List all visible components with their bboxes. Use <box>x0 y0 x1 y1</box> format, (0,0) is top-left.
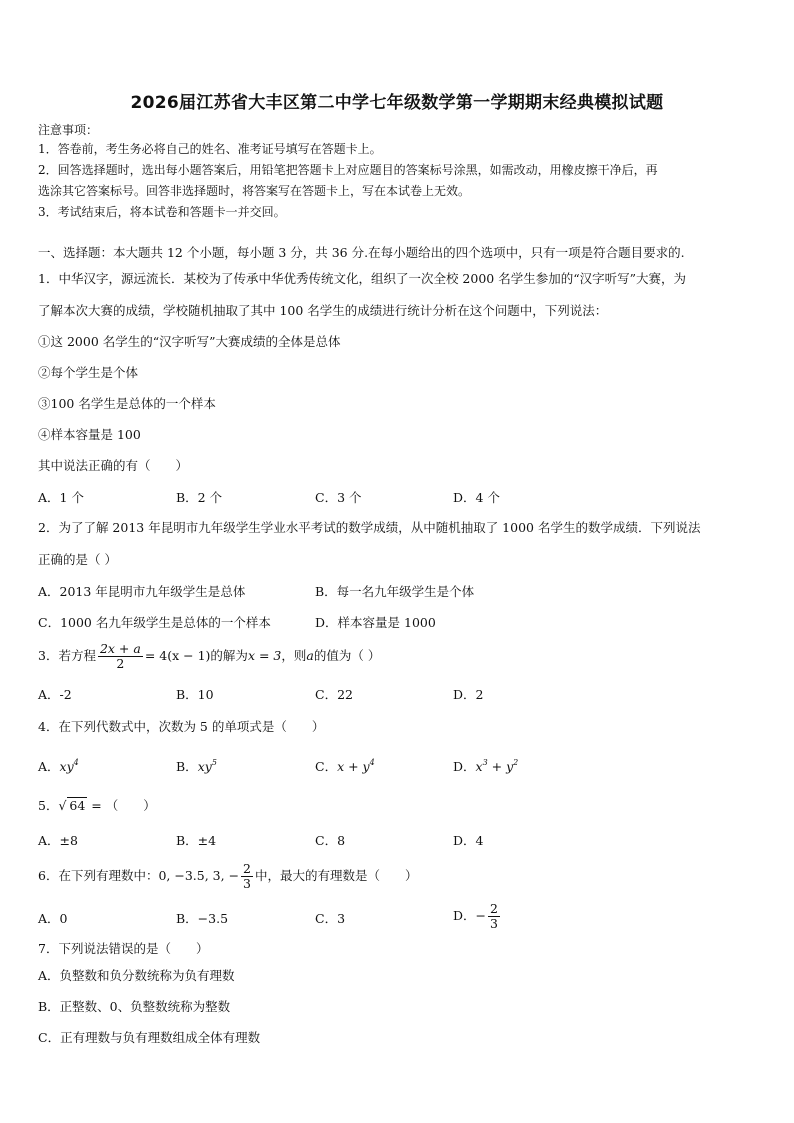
q5-prefix: 5． <box>38 798 59 813</box>
q6-option-d-label: D．− <box>453 908 486 923</box>
q6-option-a: A．0 <box>38 911 68 926</box>
q1-line-1: 1．中华汉字，源远流长．某校为了传承中华优秀传统文化，组织了一次全校 2000 名学生参加的“汉字听写”大赛，为 <box>38 271 686 286</box>
q4-option-a-label: A． <box>38 759 60 774</box>
q3-prefix: 3．若方程 <box>38 648 96 663</box>
q1-option-c: C．3 个 <box>315 490 362 505</box>
q4-option-b-base: xy <box>197 759 212 774</box>
notice-item-2: 2．回答选择题时，选出每小题答案后，用铅笔把答题卡上对应题目的答案标号涂黑，如需改动，用橡皮擦干净后，再 <box>38 163 658 177</box>
q4-option-d-base-1: x <box>475 759 483 774</box>
q4-option-c-base: x + y <box>337 759 370 774</box>
q1-statement-3: ③100 名学生是总体的一个样本 <box>38 396 216 411</box>
q1-option-d: D．4 个 <box>453 490 500 505</box>
q2-line-1: 2．为了了解 2013 年昆明市九年级学生学业水平考试的数学成绩，从中随机抽取了 1000 名学生的数学成绩．下列说法 <box>38 520 701 535</box>
q1-line-2: 了解本次大赛的成绩，学校随机抽取了其中 100 名学生的成绩进行统计分析在这个问题中，下列说法： <box>38 303 608 318</box>
q3-mid: 的解为 <box>210 648 248 663</box>
q3-mid2: ，则 <box>281 648 307 663</box>
q4-option-c <box>315 755 375 775</box>
q3-fraction <box>98 642 143 671</box>
q4-option-a-base: xy <box>59 759 74 774</box>
q7-option-c: C．正有理数与负有理数组成全体有理数 <box>38 1030 261 1045</box>
q4-option-b <box>176 755 217 775</box>
q2-line-2: 正确的是（ ） <box>38 552 117 567</box>
q3-rhs: = 4(x − 1) <box>144 648 211 663</box>
q4-option-b-label: B． <box>176 759 198 774</box>
q6-option-d-denominator: 3 <box>490 916 498 931</box>
q6-number-list: 0, −3.5, 3, − <box>158 868 240 883</box>
q3-suffix: 的值为（ ） <box>313 648 381 663</box>
q5-option-d: D．4 <box>453 833 484 848</box>
q2-option-c: C．1000 名九年级学生是总体的一个样本 <box>38 615 271 630</box>
q6-option-d <box>453 902 502 931</box>
q4-option-c-exponent: 4 <box>369 758 375 767</box>
section-heading: 一、选择题：本大题共 12 个小题，每小题 3 分，共 36 分.在每小题给出的四个选项中，只有一项是符合题目要求的. <box>38 245 685 260</box>
q4-option-d-mid: + y <box>487 759 514 774</box>
q7-option-b: B．正整数、0、负整数统称为整数 <box>38 999 231 1014</box>
q1-ask: 其中说法正确的有（ ） <box>38 458 189 473</box>
q3-solution: x = 3 <box>247 648 282 663</box>
q2-option-d: D．样本容量是 1000 <box>315 615 436 630</box>
q3-variable: a <box>306 648 314 663</box>
q1-statement-4: ④样本容量是 100 <box>38 427 141 442</box>
q4-option-d-exponent-2: 2 <box>513 758 519 767</box>
q1-option-a: A．1 个 <box>38 490 84 505</box>
q6-option-b: B．−3.5 <box>176 911 229 926</box>
q1-option-b: B．2 个 <box>176 490 223 505</box>
q3-option-a: A．-2 <box>38 687 72 702</box>
q5-radicand: 64 <box>69 798 86 813</box>
q7-option-a: A．负整数和负分数统称为负有理数 <box>38 968 235 983</box>
q5-stem <box>38 797 156 814</box>
q3-fraction-numerator: 2x + a <box>99 641 141 656</box>
q1-statement-1: ①这 2000 名学生的“汉字听写”大赛成绩的全体是总体 <box>38 334 341 349</box>
q6-fraction <box>241 862 253 891</box>
q6-option-d-fraction <box>488 902 500 931</box>
sqrt-symbol: √ 64 <box>58 798 86 813</box>
q4-option-d-exponent-1: 3 <box>482 758 488 767</box>
q3-stem <box>38 642 380 671</box>
notice-item-1: 1．答卷前，考生务必将自己的姓名、准考证号填写在答题卡上。 <box>38 142 382 156</box>
q6-fraction-denominator: 3 <box>243 876 251 891</box>
q6-suffix: 中，最大的有理数是（ ） <box>255 868 418 883</box>
notice-item-3: 3．考试结束后，将本试卷和答题卡一并交回。 <box>38 205 286 219</box>
q5-option-b: B．±4 <box>176 833 217 848</box>
notice-item-2-cont: 选涂其它答案标号。回答非选择题时，将答案写在答题卡上，写在本试卷上无效。 <box>38 184 471 198</box>
q5-option-a: A．±8 <box>38 833 78 848</box>
q6-option-c: C．3 <box>315 911 346 926</box>
q4-stem: 4．在下列代数式中，次数为 5 的单项式是（ ） <box>38 719 325 734</box>
q2-option-a: A．2013 年昆明市九年级学生是总体 <box>38 584 246 599</box>
notice-heading: 注意事项： <box>38 123 99 137</box>
q7-stem: 7．下列说法错误的是（ ） <box>38 941 209 956</box>
page-title: 2026届江苏省大丰区第二中学七年级数学第一学期期末经典模拟试题 <box>130 93 664 113</box>
q6-fraction-numerator: 2 <box>243 861 251 876</box>
q4-option-c-label: C． <box>315 759 338 774</box>
q4-option-a <box>38 755 79 775</box>
q3-option-d: D．2 <box>453 687 484 702</box>
q6-stem <box>38 862 418 891</box>
q5-suffix: = （ ） <box>87 798 156 813</box>
q2-option-b: B．每一名九年级学生是个体 <box>315 584 475 599</box>
q5-option-c: C．8 <box>315 833 346 848</box>
q4-option-a-exponent: 4 <box>73 758 79 767</box>
q3-option-b: B．10 <box>176 687 214 702</box>
q4-option-b-exponent: 5 <box>211 758 217 767</box>
q6-prefix: 6．在下列有理数中： <box>38 868 159 883</box>
q3-fraction-denominator: 2 <box>116 656 125 671</box>
q4-option-d-label: D． <box>453 759 476 774</box>
q4-option-d <box>453 755 518 775</box>
q6-option-d-numerator: 2 <box>490 901 498 916</box>
q1-statement-2: ②每个学生是个体 <box>38 365 139 380</box>
q3-option-c: C．22 <box>315 687 353 702</box>
